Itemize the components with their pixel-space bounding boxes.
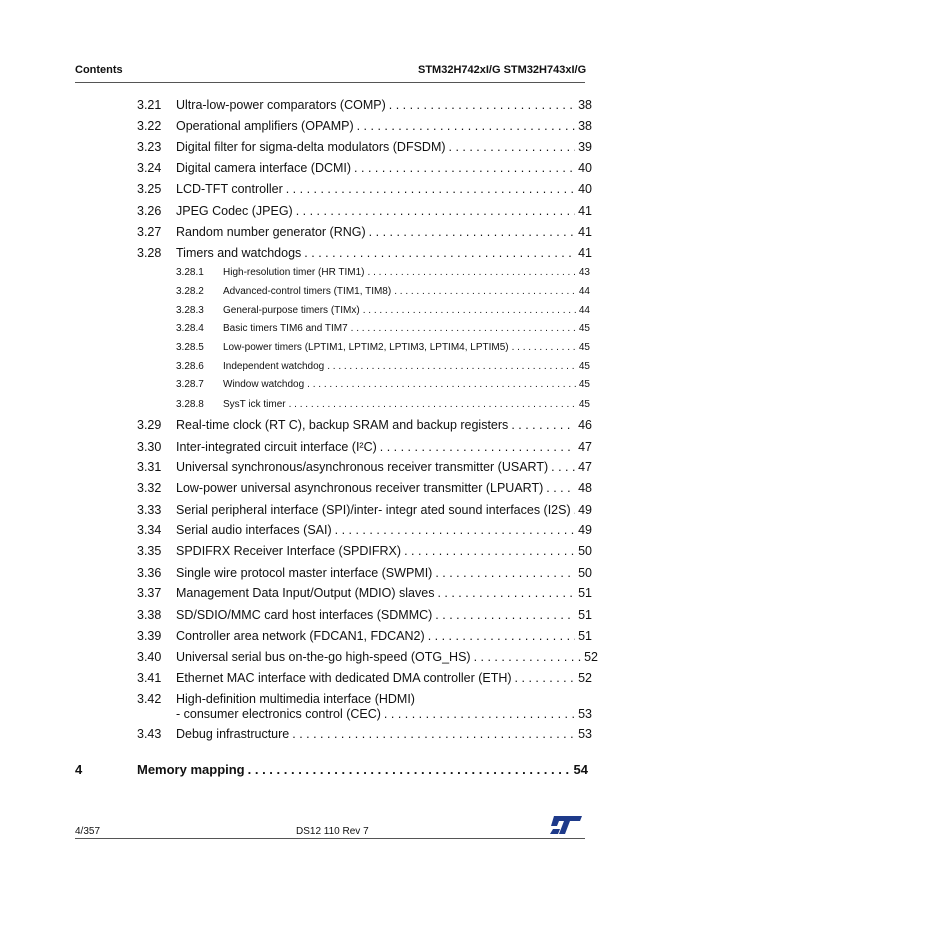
toc-title-line <box>223 361 590 372</box>
toc-page: 45 <box>578 399 590 410</box>
st-logo <box>548 814 584 836</box>
toc-page: 52 <box>578 671 592 685</box>
toc-leader-dots <box>449 140 576 154</box>
toc-leader-dots <box>511 418 575 432</box>
toc-page: 53 <box>578 727 592 741</box>
toc-title: Inter-integrated circuit interface (I²C) <box>176 440 377 454</box>
toc-leader-dots <box>437 586 575 600</box>
toc-page: 47 <box>578 460 592 474</box>
toc-title-line <box>176 481 592 495</box>
toc-title-line <box>176 204 592 218</box>
toc-number: 3.31 <box>137 460 162 474</box>
toc-number: 3.23 <box>137 140 162 154</box>
toc-title: Random number generator (RNG) <box>176 225 366 239</box>
toc-page: 44 <box>578 286 590 297</box>
toc-title-line <box>176 119 592 133</box>
toc-leader-dots <box>389 98 575 112</box>
toc-title-line <box>176 503 592 517</box>
toc-page: 45 <box>578 379 590 390</box>
toc-page: 45 <box>578 342 590 353</box>
toc-number: 3.28.4 <box>176 323 204 334</box>
toc-leader-dots <box>286 182 575 196</box>
toc-title: SD/SDIO/MMC card host interfaces (SDMMC) <box>176 608 433 622</box>
toc-leader-dots <box>394 286 576 297</box>
toc-title: Serial audio interfaces (SAI) <box>176 523 332 537</box>
toc-number: 3.43 <box>137 727 162 741</box>
toc-leader-dots <box>304 246 575 260</box>
toc-leader-dots <box>292 727 575 741</box>
toc-number: 3.29 <box>137 418 162 432</box>
toc-leader-dots <box>351 323 576 334</box>
toc-page: 40 <box>578 182 592 196</box>
toc-page: 44 <box>578 305 590 316</box>
footer-page-number: 4/357 <box>75 826 101 837</box>
page-header-left: Contents <box>75 64 123 76</box>
toc-page: 51 <box>578 629 592 643</box>
toc-number: 3.35 <box>137 544 162 558</box>
toc-leader-dots <box>515 671 576 685</box>
toc-title: - consumer electronics control (CEC) <box>176 707 381 721</box>
toc-leader-dots <box>474 650 582 664</box>
toc-number: 3.28.2 <box>176 286 204 297</box>
toc-title-line <box>176 182 592 196</box>
toc-title-line <box>223 323 590 334</box>
toc-number: 3.39 <box>137 629 162 643</box>
toc-leader-dots <box>289 399 576 410</box>
toc-title: Real-time clock (RT C), backup SRAM and backup registers <box>176 418 509 432</box>
toc-title: Low-power universal asynchronous receiver transmitter (LPUART) <box>176 481 544 495</box>
toc-title: General-purpose timers (TIMx) <box>223 305 360 316</box>
toc-number: 3.21 <box>137 98 162 112</box>
toc-title-line <box>176 98 592 112</box>
toc-page: 39 <box>578 140 592 154</box>
toc-title: LCD-TFT controller <box>176 182 283 196</box>
header-rule <box>75 82 585 83</box>
toc-number: 3.28.5 <box>176 342 204 353</box>
toc-number: 3.32 <box>137 481 162 495</box>
toc-title: Universal synchronous/asynchronous receiver transmitter (USART) <box>176 460 549 474</box>
toc-title: Debug infrastructure <box>176 727 290 741</box>
toc-leader-dots <box>435 608 575 622</box>
toc-title-line <box>176 246 592 260</box>
toc-page: 38 <box>578 98 592 112</box>
toc-title: JPEG Codec (JPEG) <box>176 204 293 218</box>
toc-page: 45 <box>578 361 590 372</box>
toc-title-line <box>137 762 588 777</box>
toc-number: 3.28.3 <box>176 305 204 316</box>
toc-number: 3.42 <box>137 692 162 706</box>
toc-title: Management Data Input/Output (MDIO) slaves <box>176 586 435 600</box>
toc-number: 3.40 <box>137 650 162 664</box>
toc-page: 51 <box>578 586 592 600</box>
toc-number: 3.25 <box>137 182 162 196</box>
toc-page: 43 <box>578 267 590 278</box>
toc-leader-dots <box>404 544 575 558</box>
toc-title: Window watchdog <box>223 379 305 390</box>
toc-title-line <box>176 440 592 454</box>
toc-title-line <box>223 286 590 297</box>
toc-page: 50 <box>578 544 592 558</box>
toc-leader-dots <box>369 225 575 239</box>
page-header-right: STM32H742xI/G STM32H743xI/G <box>418 64 587 76</box>
toc-number: 3.22 <box>137 119 162 133</box>
toc-title-line <box>176 629 592 643</box>
toc-title: Low-power timers (LPTIM1, LPTIM2, LPTIM3, LPTIM4, LPTIM5) <box>223 342 509 353</box>
toc-leader-dots <box>428 629 575 643</box>
toc-leader-dots <box>546 481 575 495</box>
toc-number: 3.33 <box>137 503 162 517</box>
toc-title-line <box>176 523 592 537</box>
toc-page: 40 <box>578 161 592 175</box>
toc-leader-dots <box>307 379 576 390</box>
toc-number: 3.26 <box>137 204 162 218</box>
toc-title-line <box>223 399 590 410</box>
toc-title-line <box>176 608 592 622</box>
toc-chapter-number: 4 <box>75 762 83 777</box>
footer-rule <box>75 838 585 839</box>
toc-title-line <box>176 566 592 580</box>
toc-number: 3.27 <box>137 225 162 239</box>
toc-chapter-page: 54 <box>573 762 588 777</box>
toc-title-line <box>176 544 592 558</box>
toc-page: 49 <box>578 523 592 537</box>
toc-leader-dots <box>574 503 575 517</box>
toc-title: Universal serial bus on-the-go high-speed (OTG_HS) <box>176 650 471 664</box>
toc-leader-dots <box>384 707 575 721</box>
toc-number: 3.41 <box>137 671 162 685</box>
toc-number: 3.38 <box>137 608 162 622</box>
toc-title-line <box>176 418 592 432</box>
toc-title: Independent watchdog <box>223 361 325 372</box>
toc-leader-dots <box>248 762 571 777</box>
toc-title-line <box>176 650 598 664</box>
toc-title: Digital camera interface (DCMI) <box>176 161 352 175</box>
toc-number: 3.37 <box>137 586 162 600</box>
toc-number: 3.28.8 <box>176 399 204 410</box>
toc-number: 3.34 <box>137 523 162 537</box>
toc-title: Basic timers TIM6 and TIM7 <box>223 323 348 334</box>
toc-page: 53 <box>578 707 592 721</box>
toc-leader-dots <box>368 267 576 278</box>
toc-leader-dots <box>357 119 575 133</box>
toc-title: Advanced-control timers (TIM1, TIM8) <box>223 286 392 297</box>
toc-page: 49 <box>578 503 592 517</box>
toc-leader-dots <box>327 361 576 372</box>
toc-page: 41 <box>578 225 592 239</box>
toc-title: Serial peripheral interface (SPI)/inter- integr ated sound interfaces (I2S) <box>176 503 571 517</box>
toc-page: 41 <box>578 204 592 218</box>
toc-title: SysT ick timer <box>223 399 286 410</box>
toc-leader-dots <box>512 342 576 353</box>
toc-title: Timers and watchdogs <box>176 246 302 260</box>
toc-number: 3.36 <box>137 566 162 580</box>
toc-leader-dots <box>435 566 575 580</box>
toc-title: High-definition multimedia interface (HDMI) <box>176 692 415 706</box>
toc-title-line <box>176 671 592 685</box>
toc-page: 47 <box>578 440 592 454</box>
toc-page: 45 <box>578 323 590 334</box>
toc-leader-dots <box>296 204 575 218</box>
toc-number: 3.28.6 <box>176 361 204 372</box>
toc-title-line <box>176 460 592 474</box>
toc-title: Ethernet MAC interface with dedicated DMA controller (ETH) <box>176 671 512 685</box>
toc-number: 3.28.7 <box>176 379 204 390</box>
toc-title-line <box>223 379 590 390</box>
toc-leader-dots <box>551 460 575 474</box>
toc-page: 38 <box>578 119 592 133</box>
toc-leader-dots <box>380 440 575 454</box>
toc-number: 3.30 <box>137 440 162 454</box>
toc-title: Operational amplifiers (OPAMP) <box>176 119 354 133</box>
toc-title-line <box>176 225 592 239</box>
toc-chapter-title: Memory mapping <box>137 762 245 777</box>
toc-title-line <box>176 161 592 175</box>
toc-title-line <box>176 140 592 154</box>
toc-page: 41 <box>578 246 592 260</box>
toc-page: 46 <box>578 418 592 432</box>
toc-title-line <box>223 267 590 278</box>
toc-leader-dots <box>363 305 576 316</box>
toc-title: Single wire protocol master interface (SWPMI) <box>176 566 433 580</box>
toc-leader-dots <box>354 161 575 175</box>
toc-leader-dots <box>335 523 575 537</box>
toc-number: 3.28.1 <box>176 267 204 278</box>
toc-title-line <box>223 342 590 353</box>
toc-title-line <box>176 727 592 741</box>
toc-title: SPDIFRX Receiver Interface (SPDIFRX) <box>176 544 402 558</box>
toc-title: High-resolution timer (HR TIM1) <box>223 267 365 278</box>
toc-number: 3.24 <box>137 161 162 175</box>
toc-page: 51 <box>578 608 592 622</box>
toc-title: Digital filter for sigma-delta modulators (DFSDM) <box>176 140 446 154</box>
toc-title-line <box>223 305 590 316</box>
toc-page: 50 <box>578 566 592 580</box>
toc-page: 52 <box>584 650 598 664</box>
toc-title: Controller area network (FDCAN1, FDCAN2) <box>176 629 425 643</box>
toc-title-line <box>176 586 592 600</box>
toc-title: Ultra-low-power comparators (COMP) <box>176 98 386 112</box>
toc-page: 48 <box>578 481 592 495</box>
toc-title-line <box>176 707 592 721</box>
footer-doc-id: DS12 110 Rev 7 <box>296 826 369 837</box>
toc-number: 3.28 <box>137 246 162 260</box>
